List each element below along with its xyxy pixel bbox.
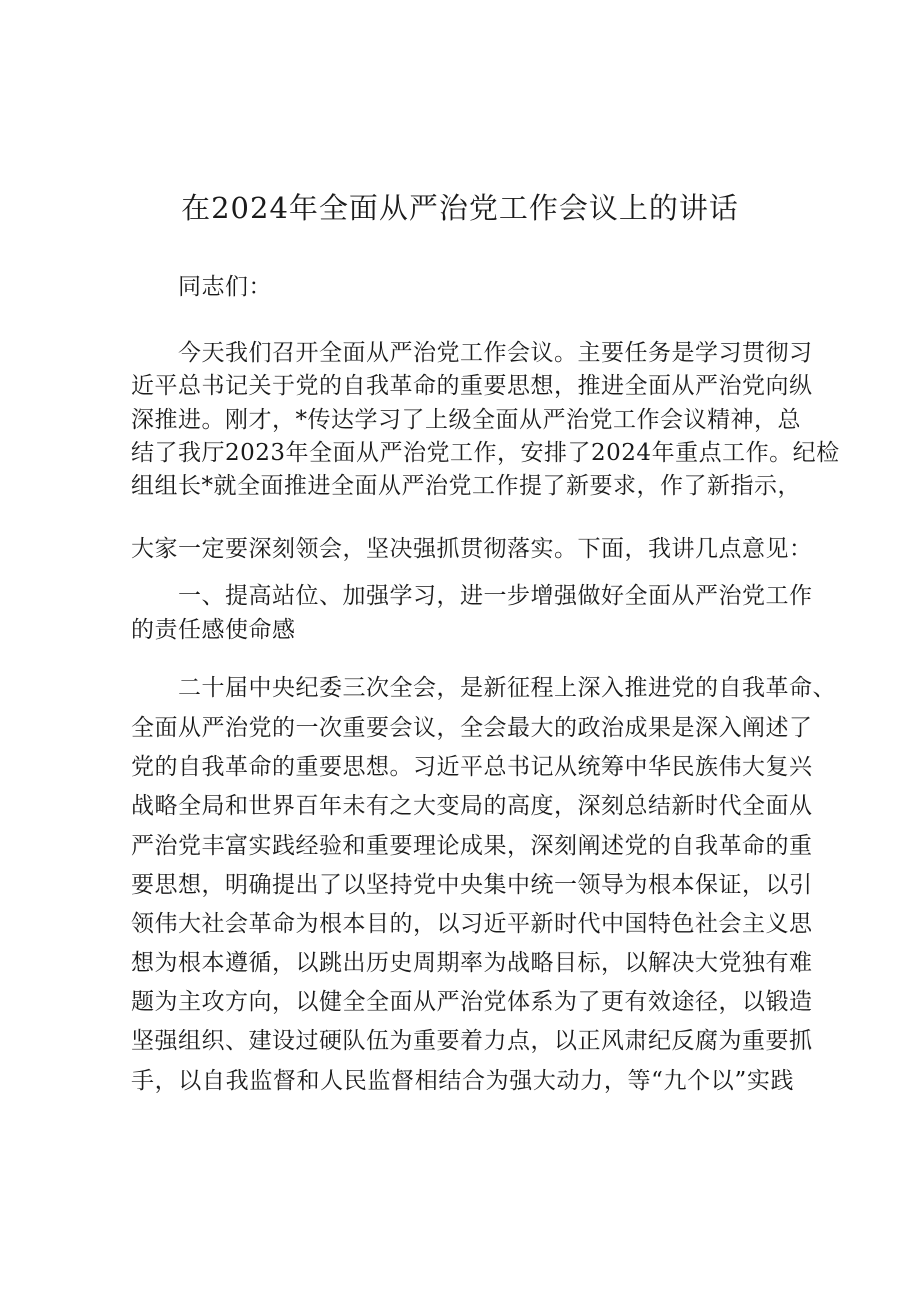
paragraph-line: 二十届中央纪委三次全会，是新征程上深入推进党的自我革命、 [178, 675, 836, 701]
paragraph-line: 坚强组织、建设过硬队伍为重要着力点，以正风肃纪反腐为重要抓 [131, 1028, 813, 1054]
paragraph-line: 党的自我革命的重要思想。习近平总书记从统筹中华民族伟大复兴 [131, 754, 813, 780]
section-heading-line: 一、提高站位、加强学习，进一步增强做好全面从严治党工作 [178, 583, 813, 609]
paragraph-line: 全面从严治党的一次重要会议，全会最大的政治成果是深入阐述了 [131, 715, 813, 741]
paragraph-line: 结了我厅2023年全面从严治党工作，安排了2024年重点工作。纪检 [131, 440, 840, 466]
paragraph-line: 手，以自我监督和人民监督相结合为强大动力，等“九个以”实践 [131, 1068, 794, 1094]
paragraph-line: 严治党丰富实践经验和重要理论成果，深刻阐述党的自我革命的重 [131, 833, 813, 859]
paragraph-line: 今天我们召开全面从严治党工作会议。主要任务是学习贯彻习 [178, 340, 813, 366]
paragraph-line: 题为主攻方向，以健全全面从严治党体系为了更有效途径，以锻造 [131, 989, 813, 1015]
salutation: 同志们： [178, 274, 272, 300]
paragraph-line: 大家一定要深刻领会，坚决强抓贯彻落实。下面，我讲几点意见： [131, 536, 813, 562]
document-title: 在2024年全面从严治党工作会议上的讲话 [181, 191, 739, 225]
paragraph-line: 组组长*就全面推进全面从严治党工作提了新要求，作了新指示， [131, 473, 801, 499]
paragraph-line: 领伟大社会革命为根本目的，以习近平新时代中国特色社会主义思 [131, 911, 813, 937]
paragraph-line: 近平总书记关于党的自我革命的重要思想，推进全面从严治党向纵 [131, 373, 813, 399]
paragraph-line: 要思想，明确提出了以坚持党中央集中统一领导为根本保证，以引 [131, 872, 813, 898]
section-heading-line: 的责任感使命感 [131, 617, 296, 643]
paragraph-line: 想为根本遵循，以跳出历史周期率为战略目标，以解决大党独有难 [131, 950, 813, 976]
paragraph-line: 深推进。刚才，*传达学习了上级全面从严治党工作会议精神，总 [131, 407, 801, 433]
paragraph-line: 战略全局和世界百年未有之大变局的高度，深刻总结新时代全面从 [131, 793, 813, 819]
